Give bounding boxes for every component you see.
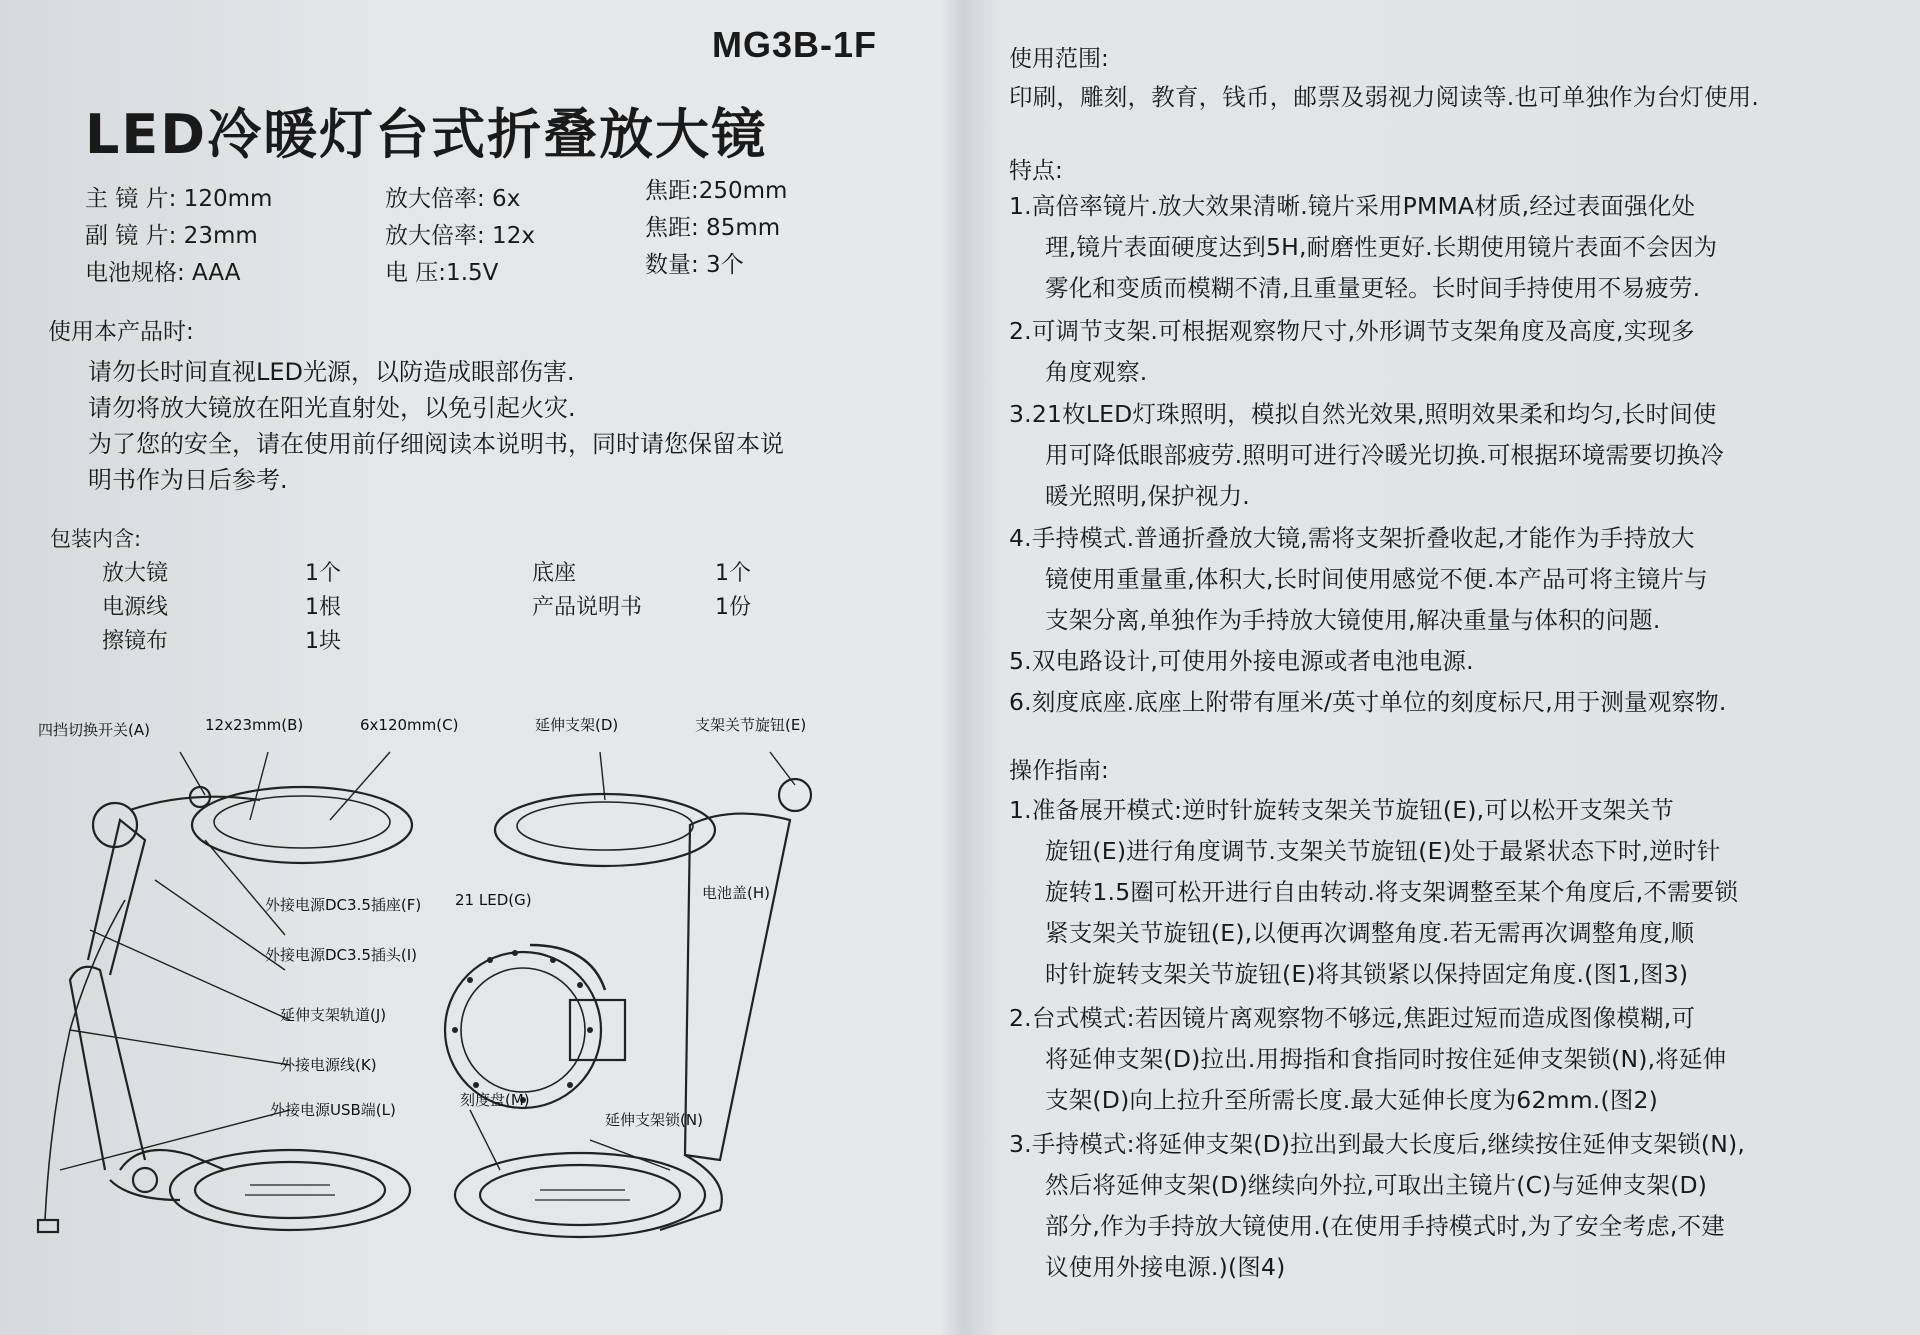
feature-line: 6.刻度底座.底座上附带有厘米/英寸单位的刻度标尺,用于测量观察物. [1009, 688, 1727, 716]
spec-magnification-main: 放大倍率: 6x [385, 186, 521, 212]
main-lens-ring [192, 787, 412, 863]
feature-line: 3.21枚LED灯珠照明，模拟自然光效果,照明效果柔和均匀,长时间使 [1009, 400, 1717, 428]
spec-focal-sub: 焦距: 85mm [645, 215, 781, 241]
feature-line: 雾化和变质而模糊不清,且重量更轻。长时间手持使用不易疲劳. [1045, 274, 1701, 302]
label-a: 四挡切换开关(A) [38, 721, 150, 739]
scope-line: 印刷，雕刻，教育，钱币，邮票及弱视力阅读等.也可单独作为台灯使用. [1009, 83, 1760, 111]
package-item-name: 放大镜 [102, 561, 169, 586]
spec-sub-lens: 副 镜 片: 23mm [85, 223, 258, 249]
features-heading: 特点: [1009, 158, 1063, 184]
guide-line: 将延伸支架(D)拉出.用拇指和食指同时按住延伸支架锁(N),将延伸 [1045, 1045, 1727, 1073]
label-e: 支架关节旋钮(E) [695, 716, 807, 734]
feature-line: 5.双电路设计,可使用外接电源或者电池电源. [1009, 647, 1474, 675]
spec-main-lens: 主 镜 片: 120mm [85, 186, 273, 212]
label-c: 6x120mm(C) [360, 716, 459, 734]
feature-line: 暖光照明,保护视力. [1045, 482, 1250, 510]
right-lens-ring [495, 794, 715, 866]
usage-line: 明书作为日后参考. [88, 466, 288, 494]
spec-battery: 电池规格: AAA [85, 260, 241, 286]
feature-line: 1.高倍率镜片.放大效果清晰.镜片采用PMMA材质,经过表面强化处 [1009, 192, 1696, 220]
right-joint-knob-icon [779, 779, 811, 811]
feature-line: 支架分离,单独作为手持放大镜使用,解决重量与体积的问题. [1045, 606, 1661, 634]
package-item-qty: 1个 [715, 561, 751, 586]
rotate-arrow-icon [530, 945, 605, 990]
guide-line: 然后将延伸支架(D)继续向外拉,可取出主镜片(C)与延伸支架(D) [1045, 1171, 1708, 1199]
usage-heading: 使用本产品时: [48, 319, 194, 345]
guide-line: 紧支架关节旋钮(E),以便再次调整角度.若无需再次调整角度,顺 [1045, 919, 1695, 947]
spec-quantity: 数量: 3个 [645, 252, 744, 278]
label-j: 延伸支架轨道(J) [280, 1006, 387, 1024]
spec-magnification-sub: 放大倍率: 12x [385, 223, 535, 249]
label-k: 外接电源线(K) [280, 1056, 377, 1074]
feature-line: 用可降低眼部疲劳.照明可进行冷暖光切换.可根据环境需要切换冷 [1045, 441, 1724, 469]
label-f: 外接电源DC3.5插座(F) [265, 896, 422, 914]
label-m: 刻度盘(M) [460, 1091, 530, 1109]
spec-voltage: 电 压:1.5V [385, 260, 499, 286]
package-item-name: 产品说明书 [532, 595, 643, 620]
guide-line: 支架(D)向上拉升至所需长度.最大延伸长度为62mm.(图2) [1045, 1086, 1659, 1114]
label-i: 外接电源DC3.5插头(I) [265, 946, 418, 964]
guide-line: 3.手持模式:将延伸支架(D)拉出到最大长度后,继续按住延伸支架锁(N), [1009, 1130, 1746, 1158]
guide-heading: 操作指南: [1009, 758, 1109, 784]
feature-line: 角度观察. [1045, 358, 1148, 386]
guide-line: 部分,作为手持放大镜使用.(在使用手持模式时,为了安全考虑,不建 [1045, 1212, 1725, 1240]
guide-line: 旋转1.5圈可松开进行自由转动.将支架调整至某个角度后,不需要锁 [1045, 878, 1739, 906]
spec-focal-main: 焦距:250mm [645, 178, 788, 204]
feature-line: 理,镜片表面硬度达到5H,耐磨性更好.长期使用镜片表面不会因为 [1045, 233, 1718, 261]
guide-line: 旋钮(E)进行角度调节.支架关节旋钮(E)处于最紧状态下时,逆时针 [1045, 837, 1721, 865]
model-number: MG3B-1F [712, 24, 878, 65]
guide-line: 2.台式模式:若因镜片离观察物不够远,焦距过短而造成图像模糊,可 [1009, 1004, 1696, 1032]
guide-line: 时针旋转支架关节旋钮(E)将其锁紧以保持固定角度.(图1,图3) [1045, 960, 1689, 988]
package-item-name: 电源线 [102, 595, 169, 620]
guide-line: 议使用外接电源.)(图4) [1045, 1253, 1286, 1281]
package-item-qty: 1个 [305, 561, 341, 586]
label-h: 电池盖(H) [702, 884, 770, 902]
package-item-name: 擦镜布 [102, 629, 169, 654]
package-item-name: 底座 [532, 561, 577, 586]
label-g: 21 LED(G) [455, 891, 532, 909]
usage-line: 请勿将放大镜放在阳光直射处，以免引起火灾. [88, 394, 576, 422]
package-heading: 包装内含: [50, 527, 142, 551]
right-page [985, 0, 1920, 1335]
usage-line: 请勿长时间直视LED光源，以防造成眼部伤害. [88, 358, 575, 386]
knob-icon [133, 1168, 157, 1192]
label-b: 12x23mm(B) [205, 716, 304, 734]
package-item-qty: 1块 [305, 629, 341, 654]
feature-line: 镜使用重量重,体积大,长时间使用感觉不便.本产品可将主镜片与 [1045, 565, 1708, 593]
scope-heading: 使用范围: [1009, 46, 1109, 72]
label-l: 外接电源USB端(L) [270, 1101, 396, 1119]
guide-line: 1.准备展开模式:逆时针旋转支架关节旋钮(E),可以松开支架关节 [1009, 796, 1674, 824]
label-n: 延伸支架锁(N) [605, 1111, 703, 1129]
led-ring [445, 952, 601, 1108]
page-title: LED冷暖灯台式折叠放大镜 [85, 103, 768, 166]
feature-line: 4.手持模式.普通折叠放大镜,需将支架折叠收起,才能作为手持放大 [1009, 524, 1695, 552]
package-item-qty: 1根 [305, 595, 341, 620]
feature-line: 2.可调节支架.可根据观察物尺寸,外形调节支架角度及高度,实现多 [1009, 317, 1695, 345]
usage-line: 为了您的安全，请在使用前仔细阅读本说明书，同时请您保留本说 [88, 430, 784, 458]
label-d: 延伸支架(D) [535, 716, 619, 734]
product-diagram [30, 700, 930, 1300]
package-item-qty: 1份 [715, 595, 751, 620]
